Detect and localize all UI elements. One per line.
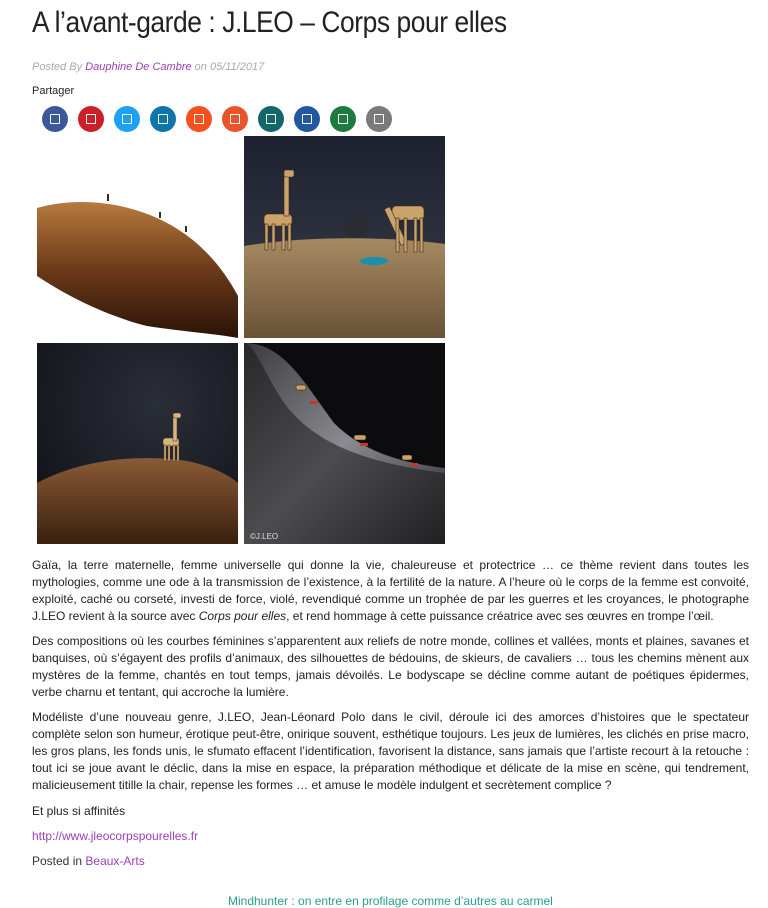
more-info-label: Et plus si affinités [32,804,126,818]
share-button-10[interactable] [366,106,392,132]
article-body [32,557,749,802]
category-link[interactable]: Beaux-Arts [85,854,145,868]
share-icon [266,114,276,124]
share-button-9[interactable] [330,106,356,132]
share-icon [122,114,132,124]
gallery-photo-4[interactable] [244,343,445,544]
posted-in-label: Posted in [32,854,83,868]
photo-giraffes [244,136,445,338]
gallery-photo-2[interactable] [244,136,445,338]
share-icon [230,114,240,124]
photo-gallery [37,136,445,544]
share-bar [42,106,392,132]
share-icon [50,114,60,124]
share-icon [302,114,312,124]
share-button-1[interactable] [42,106,68,132]
share-label: Partager [32,85,75,97]
photo-skin-riders [244,343,445,544]
share-button-3[interactable] [114,106,140,132]
share-button-5[interactable] [186,106,212,132]
page-title: A l’avant-garde : J.LEO – Corps pour elles [32,6,507,39]
article-paragraph-2: Des compositions où les courbes féminines s’apparentent aux reliefs de notre monde, collines et vallées, monts et plaines, savanes et banquises, où s’égayent des profils d’animaux, des silhouettes de bédouins, de skieurs, de cavaliers … tous les chemins mènent aux mystères de la femme, chantés en tout temps, jamais dévoilés. Le bodyscape se décline comme autant de poétiques épidermes, verbe charnu et tentant, qui accroche la lumière. [32,634,749,699]
post-date: 05/11/2017 [209,61,265,73]
share-button-2[interactable] [78,106,104,132]
posted-in [32,854,145,868]
share-button-7[interactable] [258,106,284,132]
share-button-6[interactable] [222,106,248,132]
date-prefix: on [194,61,207,73]
next-post-link[interactable]: Mindhunter : on entre en profilage comme d’autres au carmel [228,894,553,908]
share-button-8[interactable] [294,106,320,132]
website-link[interactable]: http://www.jleocorpspourelles.fr [32,829,199,843]
author-link[interactable]: Dauphine De Cambre [85,61,192,73]
share-icon [158,114,168,124]
work-title: Corps pour elles [198,609,287,623]
photo-body-curve [37,136,238,338]
gallery-photo-3[interactable] [37,343,238,544]
article-paragraph-3: Modéliste d’une nouveau genre, J.LEO, Jean-Léonard Polo dans le civil, déroule ici des amorces d’histoires que le spectateur complète selon son humeur, érotique peut-être, onirique souvent, esthétique toujours. Les jeux de lumières, les clichés en prise macro, les gros plans, les fonds unis, le sfumato effacent l’identification, favorisent la distance, sans jamais que l’artiste recourt à la retouche : tout ici se joue avant le déclic, dans la mise en espace, la préparation méthodique et délicate de la mise en scène, qui tendrement, malicieusement titille la chair, repense les formes … et amuse le modèle indulgent et secrètement complice ? [32,710,749,792]
posted-by-label: Posted By [32,61,83,73]
share-icon [86,114,96,124]
photo-giraffe-hill [37,343,238,544]
gallery-photo-1[interactable] [37,136,238,338]
post-meta [32,61,264,73]
article-paragraph-1: Gaïa, la terre maternelle, femme universelle qui donne la vie, chaleureuse et protectrice … ce thème revient dans toutes les mythologies, comme une ode à la transmission de l’existence, à la fertilité de la nature. A l’heure où le corps de la femme est convoité, exploité, caché ou corseté, investi de force, violé, revendiqué comme un trophée de par les guerres et les croyances, le photographe J.LEO revient à la source avec Corps pour elles, et rend hommage à cette puissance créatrice avec ses œuvres en trompe l’œil. [32,558,749,623]
share-icon [338,114,348,124]
photo-watermark: ©J.LEO [250,532,279,541]
share-icon [374,114,384,124]
share-button-4[interactable] [150,106,176,132]
share-icon [194,114,204,124]
